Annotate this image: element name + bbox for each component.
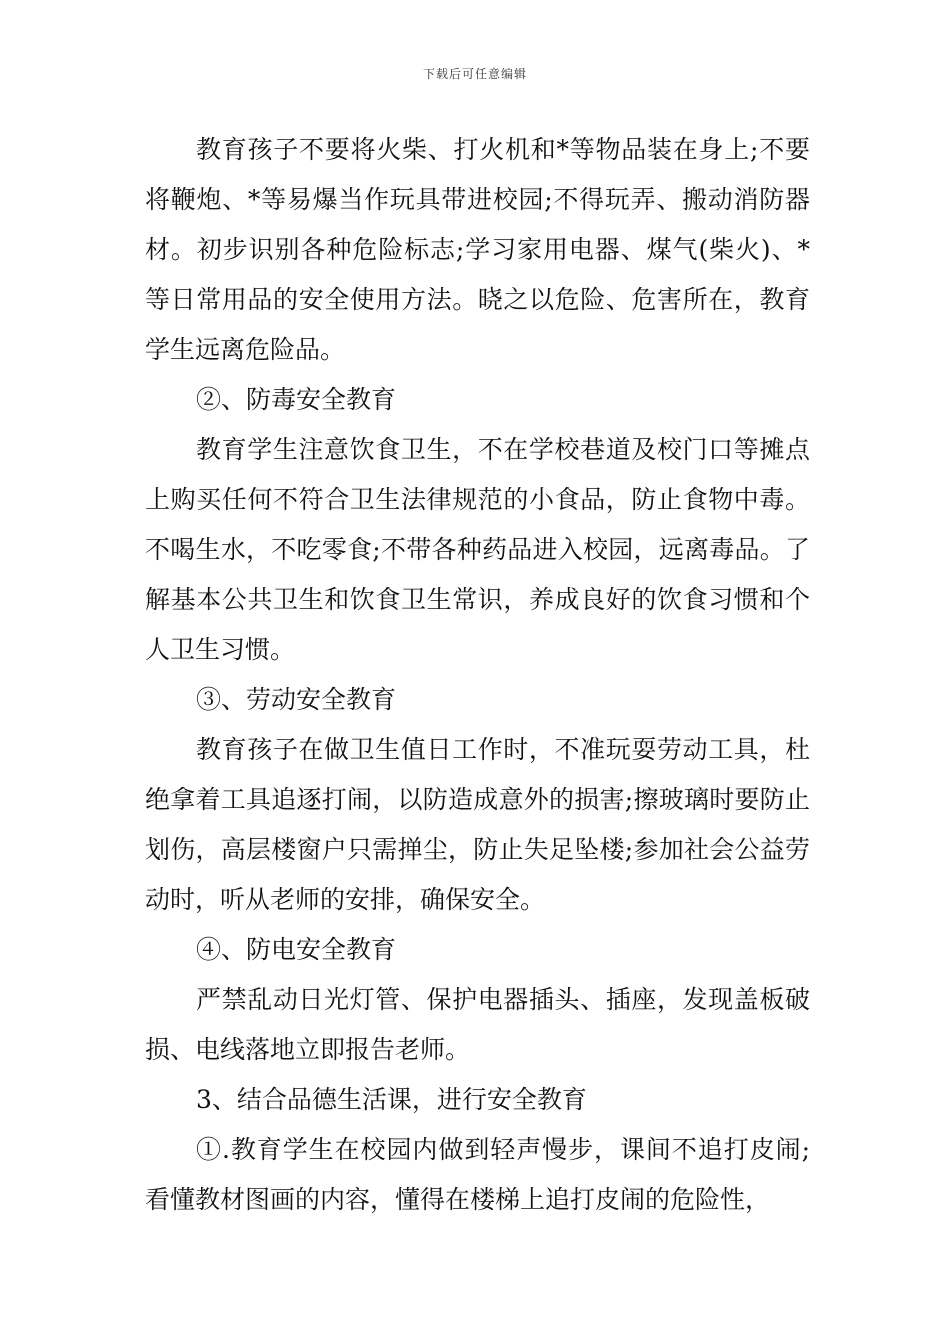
document-body bbox=[145, 125, 810, 1225]
heading-poison-safety: ②、防毒安全教育 bbox=[196, 385, 397, 414]
paragraph-poison-safety: 教育学生注意饮食卫生，不在学校巷道及校门口等摊点上购买任何不符合卫生法律规范的小食品，防止食物中毒。不喝生水，不吃零食;不带各种药品进入校园，远离毒品。了解基本公共卫生和饮食卫生常识，养成良好的饮食习惯和个人卫生习惯。 bbox=[145, 435, 810, 664]
paragraph-labor-safety: 教育孩子在做卫生值日工作时，不准玩耍劳动工具，杜绝拿着工具追逐打闹，以防造成意外的损害;擦玻璃时要防止划伤，高层楼窗户只需掸尘，防止失足坠楼;参加社会公益劳动时，听从老师的安排，确保安全。 bbox=[145, 735, 810, 914]
page-header: 下载后可任意编辑 bbox=[422, 67, 527, 81]
heading-moral-class: 3、结合品德生活课，进行安全教育 bbox=[196, 1085, 587, 1114]
paragraph-fire-safety: 教育孩子不要将火柴、打火机和*等物品装在身上;不要将鞭炮、*等易爆当作玩具带进校园;不得玩弄、搬动消防器材。初步识别各种危险标志;学习家用电器、煤气(柴火)、*等日常用品的安全使用方法。晓之以危险、危害所在，教育学生远离危险品。 bbox=[145, 135, 810, 364]
paragraph-electric-safety: 严禁乱动日光灯管、保护电器插头、插座，发现盖板破损、电线落地立即报告老师。 bbox=[145, 985, 810, 1064]
heading-labor-safety: ③、劳动安全教育 bbox=[196, 685, 397, 714]
heading-electric-safety: ④、防电安全教育 bbox=[196, 935, 397, 964]
paragraph-moral-class: ①.教育学生在校园内做到轻声慢步，课间不追打皮闹;看懂教材图画的内容，懂得在楼梯上追打皮闹的危险性， bbox=[145, 1135, 810, 1214]
